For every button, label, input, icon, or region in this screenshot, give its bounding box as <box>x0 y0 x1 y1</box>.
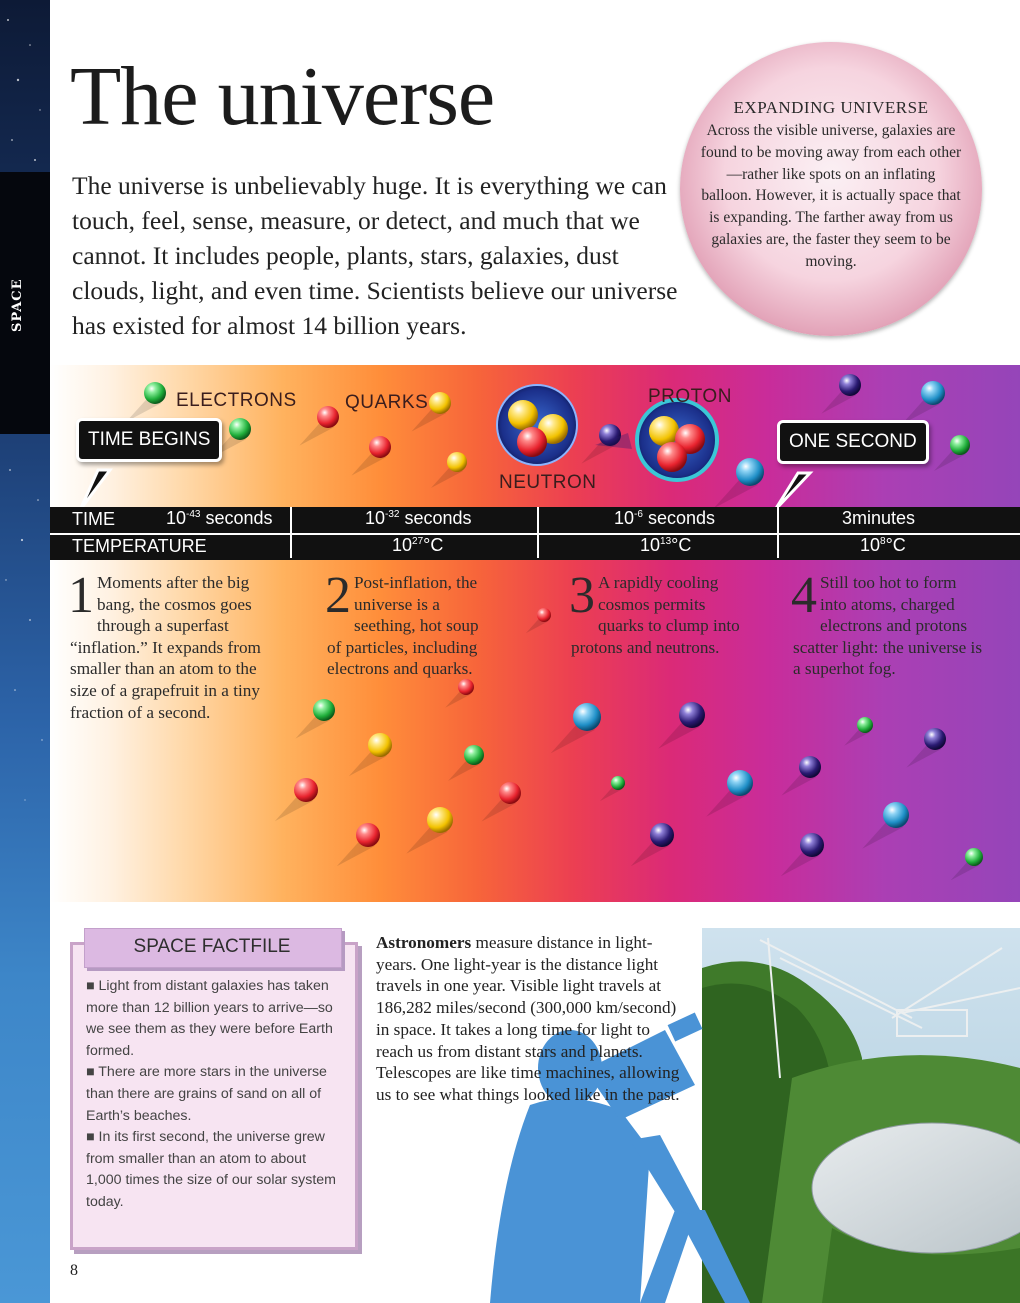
step-number: 4 <box>791 567 817 624</box>
temperature-row-label: TEMPERATURE <box>72 536 207 556</box>
proton-label: PROTON <box>648 386 732 407</box>
particle <box>965 848 983 866</box>
one-second-callout: ONE SECOND <box>777 420 929 464</box>
particle <box>799 756 821 778</box>
list-item: ■ In its first second, the universe grew from smaller than an atom to about 1,000 times the size of our solar system today. <box>86 1129 336 1210</box>
particle <box>144 382 166 404</box>
time-value-2: $10^{-32}$ seconds <box>365 508 472 528</box>
particle <box>499 782 521 804</box>
time-begins-callout: TIME BEGINS <box>76 418 222 462</box>
particle <box>611 776 625 790</box>
step-number: 2 <box>325 567 351 624</box>
particle <box>839 374 861 396</box>
step-4 <box>791 567 985 680</box>
particle <box>883 802 909 828</box>
electrons-label: ELECTRONS <box>176 390 297 411</box>
neutron-label: NEUTRON <box>499 472 597 493</box>
particle <box>950 435 970 455</box>
page-number: 8 <box>70 1262 78 1279</box>
step-number: 3 <box>569 567 595 624</box>
page-title: The universe <box>70 50 495 143</box>
particle <box>921 381 945 405</box>
particle <box>368 733 392 757</box>
factfile-heading: SPACE FACTFILE <box>133 936 291 957</box>
particle <box>857 717 873 733</box>
particle <box>356 823 380 847</box>
particle <box>800 833 824 857</box>
astronomers-paragraph <box>376 932 686 1106</box>
factfile-list <box>86 976 344 1214</box>
particle <box>458 679 474 695</box>
temperature-value-3: $10^8^\circ C$ <box>860 535 906 555</box>
quarks-label: QUARKS <box>345 392 429 413</box>
row-divider <box>290 507 292 558</box>
list-item: ■ Light from distant galaxies has taken more than 12 billion years to arrive—so we see them as they were before Earth formed. <box>86 978 333 1059</box>
particle <box>464 745 484 765</box>
step-2 <box>325 567 492 680</box>
step-text: Moments after the big bang, the cosmos goes through a superfast “inflation.” It expands from smaller than an atom to the size of a grapefruit in a tiny fraction of a second. <box>70 573 261 722</box>
section-label: SPACE <box>10 278 25 332</box>
step-text: Still too hot to form into atoms, charged electrons and protons scatter light: the universe is a superhot fog. <box>793 573 983 679</box>
fact-text: There are more stars in the universe than there are grains of sand on all of Earth’s beaches. <box>86 1064 327 1124</box>
particle <box>727 770 753 796</box>
particle <box>229 418 251 440</box>
particle <box>429 392 451 414</box>
astronomers-text: measure distance in light-years. One light-year is the distance light travels in one year. Visible light travels at 186,282 miles/second (300,000 km/second) in space. It takes a long time for light to reach us from distant stars and planets. Telescopes are like time machines, allowing us to see what things looked like in the past. <box>376 933 680 1104</box>
step-3 <box>569 567 741 658</box>
temperature-value-2: $10^{13}^\circ C$ <box>640 535 692 555</box>
particle <box>924 728 946 750</box>
time-row-label: TIME <box>72 509 115 529</box>
particle <box>650 823 674 847</box>
step-text: A rapidly cooling cosmos permits quarks to clump into protons and neutrons. <box>571 573 740 657</box>
list-item: ■ There are more stars in the universe than there are grains of sand on all of Earth’s beaches. <box>86 1064 327 1124</box>
particle <box>447 452 467 472</box>
time-value-4: 3minutes <box>842 508 916 528</box>
row-divider <box>537 507 539 558</box>
particle <box>294 778 318 802</box>
astronomers-lead: Astronomers <box>376 933 472 952</box>
fact-text: In its first second, the universe grew from smaller than an atom to about 1,000 times the size of our solar system today. <box>86 1129 336 1210</box>
intro-paragraph: The universe is unbelievably huge. It is everything we can touch, feel, sense, measure, or detect, and much that we cannot. It includes people, plants, stars, galaxies, dust clouds, light, and even time. Scientists believe our universe has existed for almost 14 billion years. <box>72 171 678 340</box>
bubble-text: Across the visible universe, galaxies are found to be moving away from each other—rather like spots on an inflating balloon. However, it is actually space that is expanding. The farther away from us galaxies are, the faster they seem to be moving. <box>700 122 962 270</box>
particle <box>427 807 453 833</box>
particle <box>317 406 339 428</box>
step-1 <box>68 567 280 723</box>
bubble-title: EXPANDING UNIVERSE <box>733 98 929 117</box>
particle <box>679 702 705 728</box>
particle <box>313 699 335 721</box>
particle <box>369 436 391 458</box>
particle <box>736 458 764 486</box>
particle <box>573 703 601 731</box>
row-divider <box>777 507 779 558</box>
time-value-3: $10^{-6}$ seconds <box>614 508 715 528</box>
time-value-1: $10^{-43}$ seconds <box>166 508 273 528</box>
fact-text: Light from distant galaxies has taken more than 12 billion years to arrive—so we see them as they were before Earth formed. <box>86 978 333 1059</box>
particle <box>537 608 551 622</box>
temperature-value-1: $10^{27}^\circ C$ <box>392 535 444 555</box>
proton-cluster <box>637 400 717 480</box>
step-text: Post-inflation, the universe is a seething, hot soup of particles, including electrons and quarks. <box>327 573 479 679</box>
step-number: 1 <box>68 567 94 624</box>
